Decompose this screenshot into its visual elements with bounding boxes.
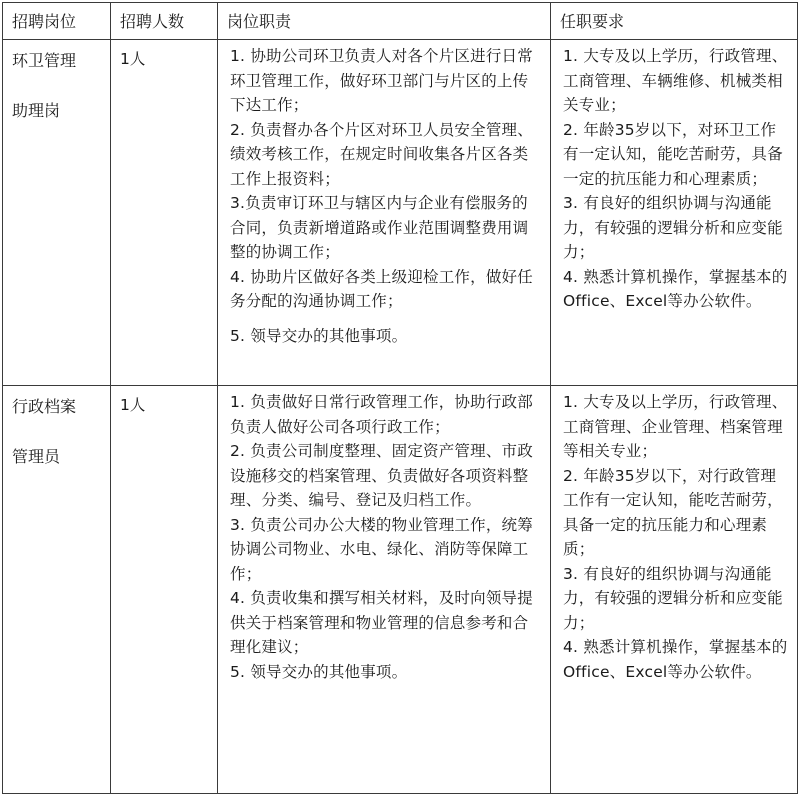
requirement-item: 3. 有良好的组织协调与沟通能力，有较强的逻辑分析和应变能力； [563, 564, 783, 632]
duty-item: 3.负责审订环卫与辖区内与企业有偿服务的合同，负责新增道路或作业范围调整费用调整的协调工作； [230, 194, 529, 261]
duties-cell [218, 40, 551, 386]
requirement-item: 4. 熟悉计算机操作，掌握基本的Office、Excel等办公软件。 [563, 267, 788, 310]
table-row [3, 40, 798, 386]
duty-item: 4. 协助片区做好各类上级迎检工作，做好任务分配的沟通协调工作； [230, 267, 533, 310]
headcount-cell: 1人 [111, 40, 218, 386]
header-requirements: 任职要求 [551, 3, 798, 40]
position-cell [3, 40, 111, 386]
duty-item: 5. 领导交办的其他事项。 [230, 326, 408, 345]
table-row [3, 386, 798, 794]
position-name-line: 管理员 [12, 447, 61, 466]
recruitment-table [2, 2, 798, 794]
header-duties: 岗位职责 [218, 3, 551, 40]
header-count: 招聘人数 [111, 3, 218, 40]
header-position: 招聘岗位 [3, 3, 111, 40]
duty-item: 3. 负责公司办公大楼的物业管理工作，统筹协调公司物业、水电、绿化、消防等保障工作； [230, 515, 533, 583]
requirement-item: 1. 大专及以上学历，行政管理、工商管理、车辆维修、机械类相关专业； [563, 47, 788, 114]
position-name-line: 环卫管理 [12, 51, 77, 70]
position-name-line: 助理岗 [12, 101, 61, 120]
position-cell [3, 386, 111, 794]
headcount-cell: 1人 [111, 386, 218, 794]
requirement-item: 1. 大专及以上学历，行政管理、工商管理、企业管理、档案管理等相关专业； [563, 393, 788, 460]
duty-item: 1. 负责做好日常行政管理工作，协助行政部负责人做好公司各项行政工作； [230, 393, 533, 436]
duty-item: 2. 负责公司制度整理、固定资产管理、市政设施移交的档案管理、负责做好各项资料整理、分类、编号、登记及归档工作。 [230, 442, 533, 509]
duty-item: 5. 领导交办的其他事项。 [230, 662, 408, 681]
requirements-cell [551, 40, 798, 386]
requirements-cell [551, 386, 798, 794]
requirement-item: 2. 年龄35岁以下，对行政管理工作有一定认知，能吃苦耐劳，具备一定的抗压能力和心理素质； [563, 466, 783, 558]
requirement-item: 2. 年龄35岁以下，对环卫工作有一定认知，能吃苦耐劳，具备一定的抗压能力和心理素质； [563, 120, 783, 188]
position-name-line: 行政档案 [12, 397, 77, 416]
table-header-row [3, 3, 798, 40]
requirement-item: 3. 有良好的组织协调与沟通能力，有较强的逻辑分析和应变能力； [563, 194, 783, 261]
duty-item: 1. 协助公司环卫负责人对各个片区进行日常环卫管理工作，做好环卫部门与片区的上传下达工作； [230, 47, 533, 114]
duties-cell [218, 386, 551, 794]
duty-item: 2. 负责督办各个片区对环卫人员安全管理、绩效考核工作，在规定时间收集各片区各类工作上报资料； [230, 120, 533, 188]
duty-item: 4. 负责收集和撰写相关材料，及时向领导提供关于档案管理和物业管理的信息参考和合理化建议； [230, 589, 533, 656]
requirement-item: 4. 熟悉计算机操作，掌握基本的Office、Excel等办公软件。 [563, 638, 788, 681]
